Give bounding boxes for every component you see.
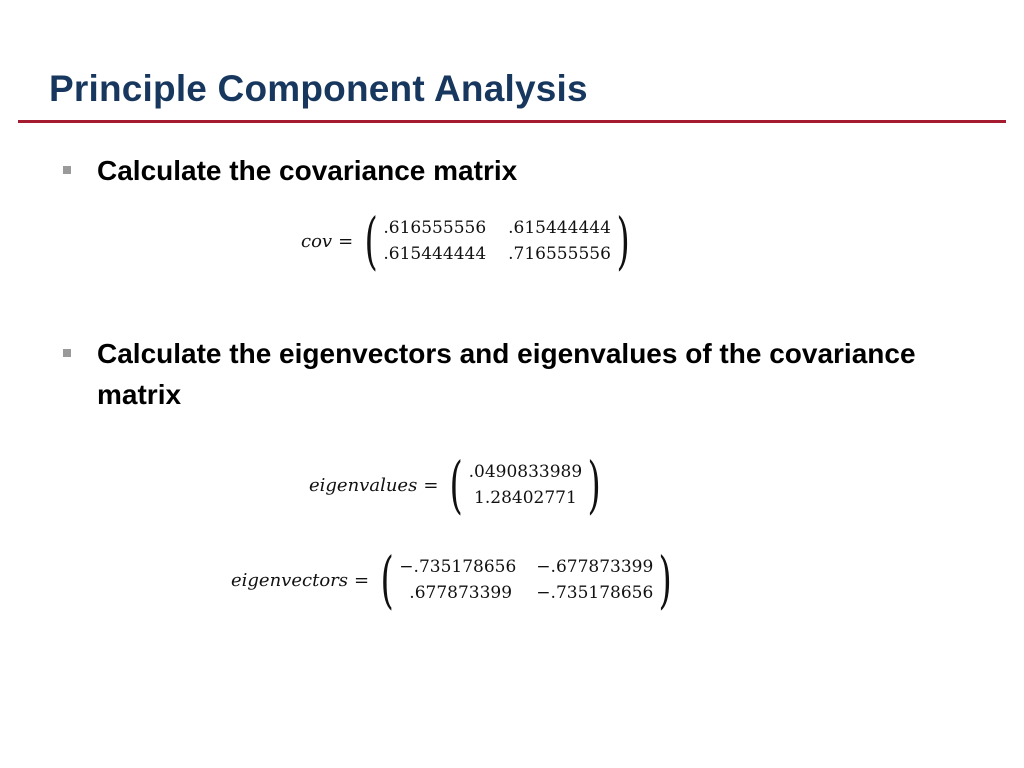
eigenvalues-equation — [309, 448, 606, 521]
cov-equals-sign: = — [338, 230, 354, 252]
eigenvectors-matrix — [399, 554, 653, 606]
matrix-cell: .677873399 — [409, 583, 513, 603]
right-paren: ) — [587, 448, 601, 521]
eigenvalues-equals-sign: = — [423, 474, 439, 496]
matrix-cell: .615444444 — [383, 244, 487, 264]
cov-equation — [301, 204, 635, 277]
eigenvalues-vector — [469, 459, 583, 511]
cov-label: cov — [301, 230, 333, 252]
bullet-marker — [63, 349, 71, 357]
left-paren: ( — [449, 448, 464, 521]
left-paren: ( — [364, 204, 378, 277]
vector-cell: .0490833989 — [468, 462, 583, 482]
matrix-cell: −.735178656 — [399, 557, 517, 577]
bullet-marker — [63, 166, 71, 174]
right-paren: ) — [658, 543, 673, 616]
eigenvectors-equals-sign: = — [354, 569, 370, 591]
bullet-text-covariance: Calculate the covariance matrix — [97, 155, 518, 186]
eigenvectors-label: eigenvectors — [231, 569, 348, 591]
bullet-text-eigen: Calculate the eigenvectors and eigenvalues of the covariance matrix — [97, 338, 916, 410]
matrix-cell: .616555556 — [383, 218, 487, 238]
vector-cell: 1.28402771 — [474, 488, 577, 508]
eigenvalues-label: eigenvalues — [309, 474, 418, 496]
right-paren: ) — [616, 204, 630, 277]
matrix-cell: .615444444 — [508, 218, 611, 238]
eigenvectors-equation — [231, 543, 678, 616]
title-divider — [18, 120, 1006, 123]
page-title: Principle Component Analysis — [49, 68, 588, 109]
left-paren: ( — [380, 543, 394, 616]
cov-matrix — [383, 215, 611, 267]
matrix-cell: −.677873399 — [536, 557, 654, 577]
matrix-cell: −.735178656 — [536, 583, 654, 603]
matrix-cell: .716555556 — [508, 244, 611, 264]
